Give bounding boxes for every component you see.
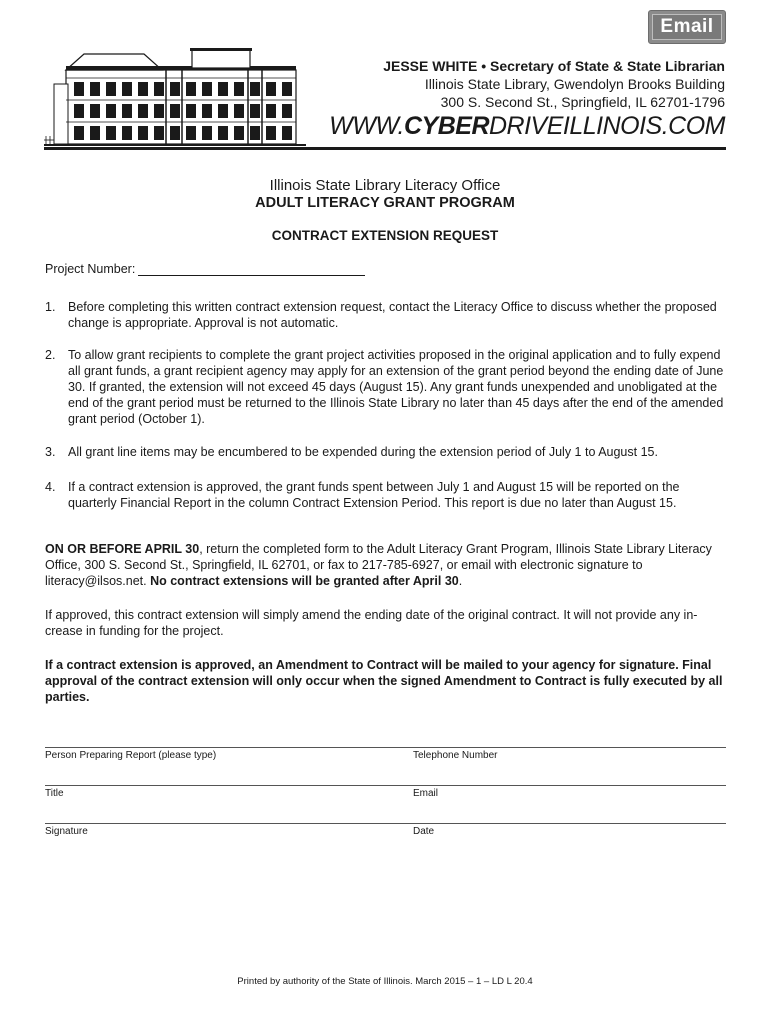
footer-note: Printed by authority of the State of Illinois. March 2015 – 1 – LD L 20.4 (237, 976, 533, 987)
list-item-number: 1. (45, 300, 56, 314)
signature-line-person[interactable] (45, 747, 726, 748)
deadline-warning: No contract extensions will be granted after April 30 (150, 574, 459, 588)
deadline-date: ON OR BEFORE APRIL 30 (45, 542, 200, 556)
list-item-text: Before completing this written contract extension request, contact the Literacy Office to discuss whether the proposed change is appropriate. Approval is not automatic. (68, 300, 717, 330)
person-preparing-label: Person Preparing Report (please type) (45, 750, 217, 761)
list-item-text: To allow grant recipients to complete the grant project activities proposed in the original application and to fully expend all grant funds, a grant recipient agency may apply for an extension of the grant period beyond the ending date of June 30. If granted, the extension will not exceed 45 days (August 15). Any grant funds unexpended and unobligated at the end of the grant period must be returned to the Illinois State Library no later than 45 days after the end of the amended grant period (October 1). (68, 348, 724, 426)
list-item-number: 4. (45, 480, 56, 494)
form-title: CONTRACT EXTENSION REQUEST (271, 228, 499, 243)
email-label: Email (413, 788, 439, 799)
list-item (45, 444, 727, 460)
website-url (329, 112, 725, 141)
signature-line-title[interactable] (45, 785, 726, 786)
list-item-number: 3. (45, 445, 56, 459)
website-suffix: DRIVEILLINOIS.COM (489, 112, 725, 140)
email-button-label: Email (652, 14, 722, 40)
list-item-text: If a contract extension is approved, the grant funds spent between July 1 and August 15 will be reported on the quarterly Financial Report in the column Contract Extension Period. This report is due no later than August 15. (68, 480, 680, 510)
office-title: Illinois State Library Literacy Office (269, 177, 501, 194)
website-prefix: WWW. (329, 112, 404, 140)
title-label: Title (45, 788, 64, 799)
signature-line-signature[interactable] (45, 823, 726, 824)
project-number-row (45, 262, 365, 276)
list-item (45, 347, 727, 427)
website-cyber: CYBER (403, 112, 489, 140)
deadline-paragraph (45, 541, 727, 589)
project-number-label: Project Number: (45, 262, 136, 276)
telephone-label: Telephone Number (413, 750, 498, 761)
amendment-note: If a contract extension is approved, an Amendment to Contract will be mailed to your agency for signature. Final approval of the contract extension will only occur when the signed Amendment to Contract is fully executed by all parties. (45, 658, 723, 704)
deadline-instructions: , return the completed form to the Adult Literacy Grant Program, Illinois State Library Literacy Office, 300 S. Second St., Springfield, IL 62701, or fax to 217-785-6927, or email with electronic signature to literacy@ilsos.net. (45, 542, 712, 588)
list-item-number: 2. (45, 348, 56, 362)
list-item-text: All grant line items may be encumbered to be expended during the extension period of July 1 to August 15. (68, 445, 658, 459)
approval-note: If approved, this contract extension will simply amend the ending date of the original contract. It will not provide any in-crease in funding for the project. (45, 608, 698, 638)
list-item (45, 299, 727, 331)
header-secretary: JESSE WHITE • Secretary of State & State Librarian (383, 58, 725, 74)
state-library-building-logo (44, 44, 306, 152)
project-number-field[interactable] (138, 262, 365, 276)
email-button[interactable] (648, 10, 726, 44)
deadline-end: . (458, 574, 463, 588)
signature-label: Signature (45, 826, 88, 837)
program-title: ADULT LITERACY GRANT PROGRAM (255, 195, 515, 211)
header-address: 300 S. Second St., Springfield, IL 62701-1796 (440, 94, 725, 110)
list-item (45, 479, 727, 511)
header-library: Illinois State Library, Gwendolyn Brooks Building (424, 76, 725, 92)
header-rule (44, 147, 726, 150)
date-label: Date (413, 826, 435, 837)
